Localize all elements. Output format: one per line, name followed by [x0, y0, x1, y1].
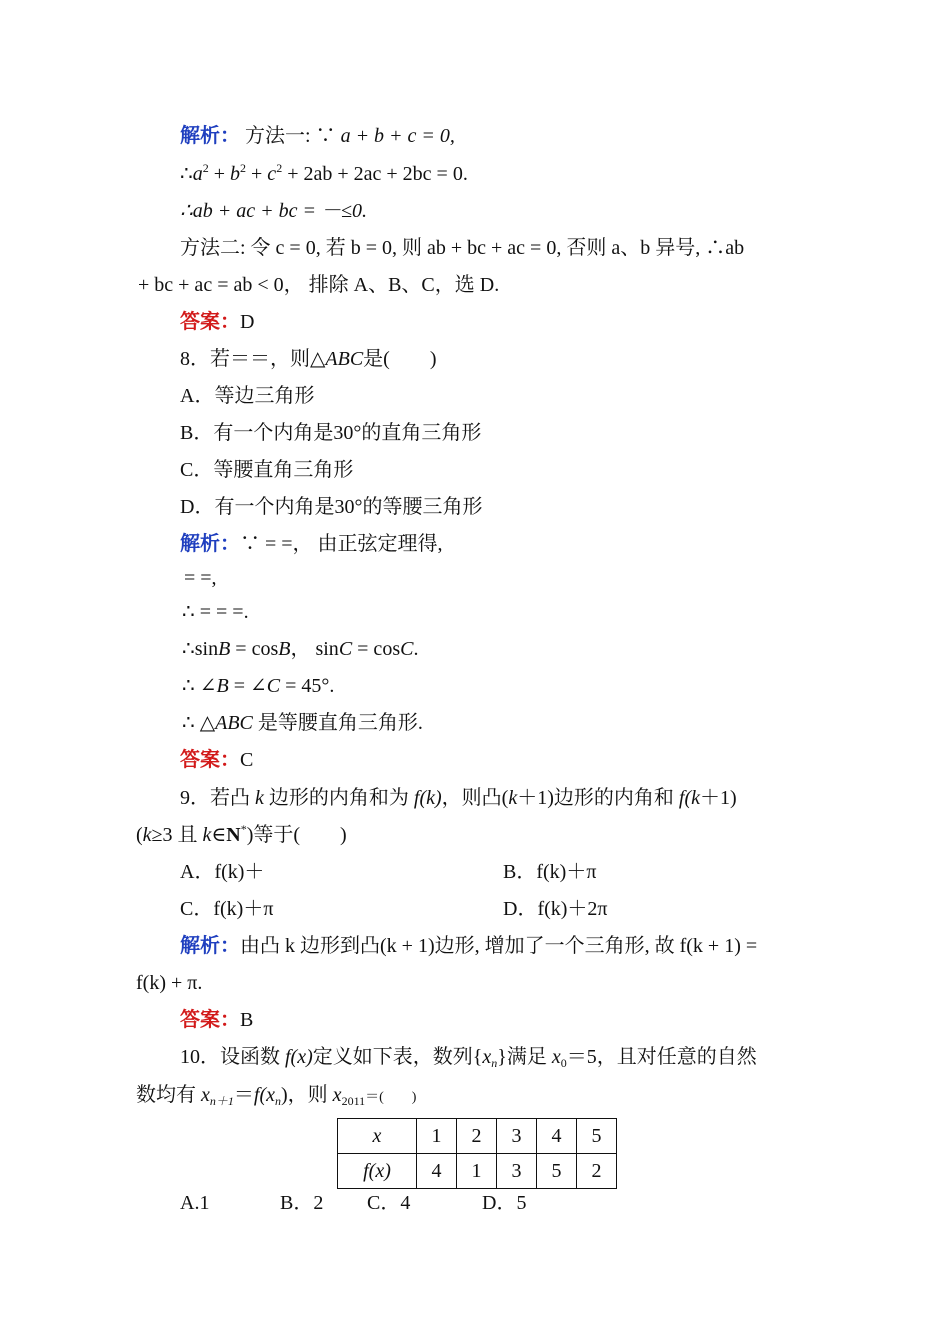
q7-method1-equation: a + b + c = 0,	[340, 125, 455, 147]
q7-therefore: ∴	[180, 163, 193, 185]
q10-option-d: D．5	[482, 1192, 527, 1214]
q8-stem: 8．若＝＝，则△ABC是( )	[180, 348, 437, 370]
q8-option-a: A．等边三角形	[180, 385, 315, 407]
q7-method1-prefix: 方法一: ∵	[245, 125, 336, 147]
q9-option-c: C．f(k)＋π	[180, 898, 274, 920]
table-cell: 1	[457, 1154, 497, 1189]
q7-method2-line2: + bc + ac = ab < 0， 排除 A、B、C，选 D.	[138, 274, 500, 296]
table-header-fx: f(x)	[338, 1154, 417, 1189]
answer-label: 答案：	[180, 749, 240, 771]
answer-label: 答案：	[180, 311, 240, 333]
q8-option-b: B．有一个内角是30°的直角三角形	[180, 422, 482, 444]
table-header-x: x	[338, 1119, 417, 1154]
q9-answer: B	[240, 1009, 254, 1031]
function-table	[337, 1118, 617, 1189]
table-row	[338, 1154, 617, 1189]
q8-answer-line	[180, 748, 253, 772]
q8-answer: C	[240, 749, 254, 771]
table-cell: 4	[417, 1154, 457, 1189]
table-cell: 5	[577, 1119, 617, 1154]
q8-analysis-line1: 解析：∵ = =， 由正弦定理得,	[180, 533, 443, 555]
q9-stem-line1: 9．若凸 k 边形的内角和为 f(k)，则凸(k＋1)边形的内角和 f(k＋1)	[180, 787, 737, 809]
table-row	[338, 1119, 617, 1154]
analysis-label: 解析：	[180, 125, 240, 147]
q9-analysis-line1: 解析：由凸 k 边形到凸(k + 1)边形, 增加了一个三角形, 故 f(k + 1) =	[180, 935, 758, 957]
q7-expansion: + 2ab + 2ac + 2bc = 0.	[282, 163, 468, 185]
analysis-label: 解析：	[180, 935, 240, 957]
table-cell: 3	[497, 1119, 537, 1154]
q7-answer: D	[240, 311, 255, 333]
q10-stem-line1: 10．设函数 f(x)定义如下表，数列$\{x_n\}$满足 $x_0=5$，且对任意的自然	[180, 1046, 757, 1070]
q9-option-b: B．f(k)＋π	[503, 861, 597, 883]
q9-option-d: D．f(k)＋2π	[503, 898, 608, 920]
q8-option-d: D．有一个内角是30°的等腰三角形	[180, 496, 483, 518]
table-cell: 1	[417, 1119, 457, 1154]
q10-option-b: B．2	[280, 1192, 324, 1214]
q8-analysis-line3: ∴ = = =.	[182, 601, 249, 623]
q8-analysis-line6: ∴ △ABC 是等腰直角三角形.	[182, 712, 423, 734]
q7-method2-line1: 方法二: 令 c = 0, 若 b = 0, 则 ab + bc + ac = 0, 否则 a、b 异号, ∴ab	[180, 237, 745, 259]
analysis-label: 解析：	[180, 533, 240, 555]
q7-analysis-line1	[180, 124, 455, 148]
q7-answer-line	[180, 310, 254, 334]
q10-option-a: A.1	[180, 1192, 210, 1214]
q8-analysis-line4: ∴sinB = cosB， sinC = cosC.	[182, 638, 419, 660]
table-cell: 2	[577, 1154, 617, 1189]
q9-analysis-line2: f(k) + π.	[136, 972, 203, 994]
q8-analysis-line2: = =,	[184, 567, 217, 589]
q9-answer-line	[180, 1008, 253, 1032]
table-cell: 4	[537, 1119, 577, 1154]
table-cell: 2	[457, 1119, 497, 1154]
table-cell: 3	[497, 1154, 537, 1189]
q9-option-a: A．f(k)＋	[180, 861, 265, 883]
q8-analysis-line5: ∴ ∠B = ∠C = 45°.	[182, 675, 335, 697]
q10-option-c: C．4	[367, 1192, 411, 1214]
q7-analysis-line3: ∴ab + ac + bc = －≤0.	[180, 200, 367, 222]
answer-label: 答案：	[180, 1009, 240, 1031]
q8-option-c: C．等腰直角三角形	[180, 459, 354, 481]
q7-analysis-line2: $\therefore a^2 + b^2 + c^2 + 2ab + 2ac + 2bc = 0$.	[180, 161, 468, 185]
q10-stem-line2: 数均有 $x_{n+1}=f(x_n)$，则 $x_{2011}=$( )	[136, 1084, 417, 1108]
q9-stem-line2: (k≥3 且 k∈N*)等于( )	[136, 822, 347, 846]
table-cell: 5	[537, 1154, 577, 1189]
